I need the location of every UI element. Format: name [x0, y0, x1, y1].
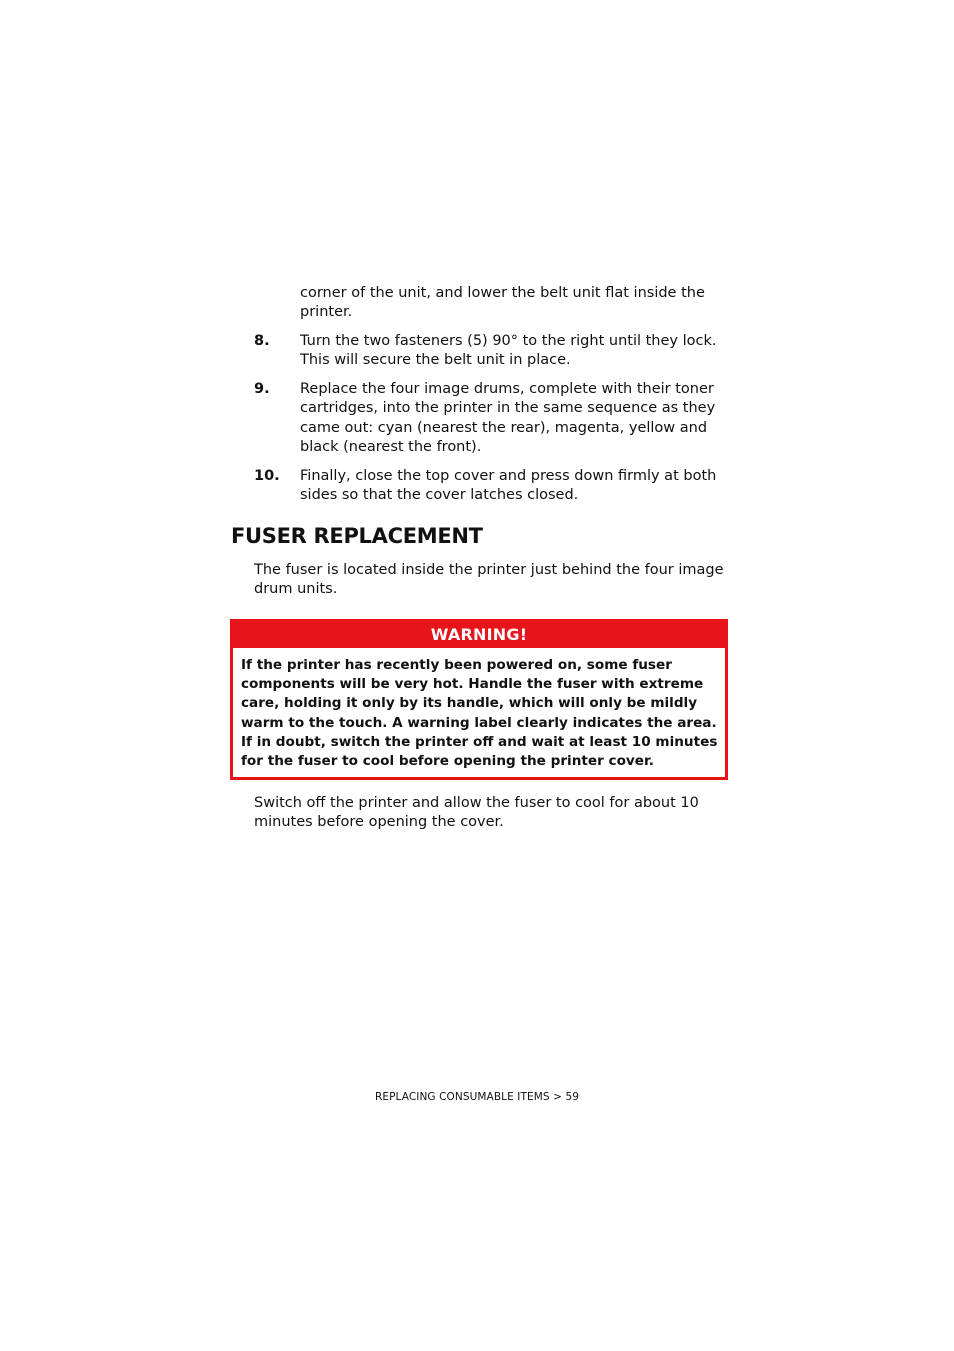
step-number: 9.	[254, 381, 270, 397]
warning-box	[230, 619, 728, 780]
step-continuation-text: corner of the unit, and lower the belt unit flat inside the printer.	[300, 285, 705, 321]
footer-page-number: 59	[565, 1091, 580, 1103]
page-footer	[0, 1090, 954, 1104]
step-text: Turn the two fasteners (5) 90° to the right until they lock. This will secure the belt unit in place.	[300, 333, 717, 369]
warning-text: If the printer has recently been powered on, some fuser components will be very hot. Handle the fuser with extreme care, holding it only by its handle, which will only be mildly warm to the touch. A warning label clearly indicates the area. If in doubt, switch the printer off and wait at least 10 minutes for the fuser to cool before opening the printer cover.	[241, 657, 718, 770]
footer-section-name: REPLACING CONSUMABLE ITEMS	[374, 1091, 550, 1103]
warning-title: WARNING!	[233, 622, 725, 648]
footer-separator: >	[553, 1091, 562, 1103]
section-intro-text: The fuser is located inside the printer just behind the four image drum units.	[254, 562, 724, 598]
section-heading: FUSER REPLACEMENT	[231, 524, 483, 548]
step-text: Finally, close the top cover and press down firmly at both sides so that the cover latches closed.	[300, 468, 717, 504]
step-number: 8.	[254, 333, 270, 349]
step-number: 10.	[254, 468, 280, 484]
step-text: Replace the four image drums, complete with their toner cartridges, into the printer in the same sequence as they came out: cyan (nearest the rear), magenta, yellow and black (nearest the front).	[300, 381, 716, 455]
closing-paragraph: Switch off the printer and allow the fuser to cool for about 10 minutes before opening the cover.	[254, 795, 699, 831]
